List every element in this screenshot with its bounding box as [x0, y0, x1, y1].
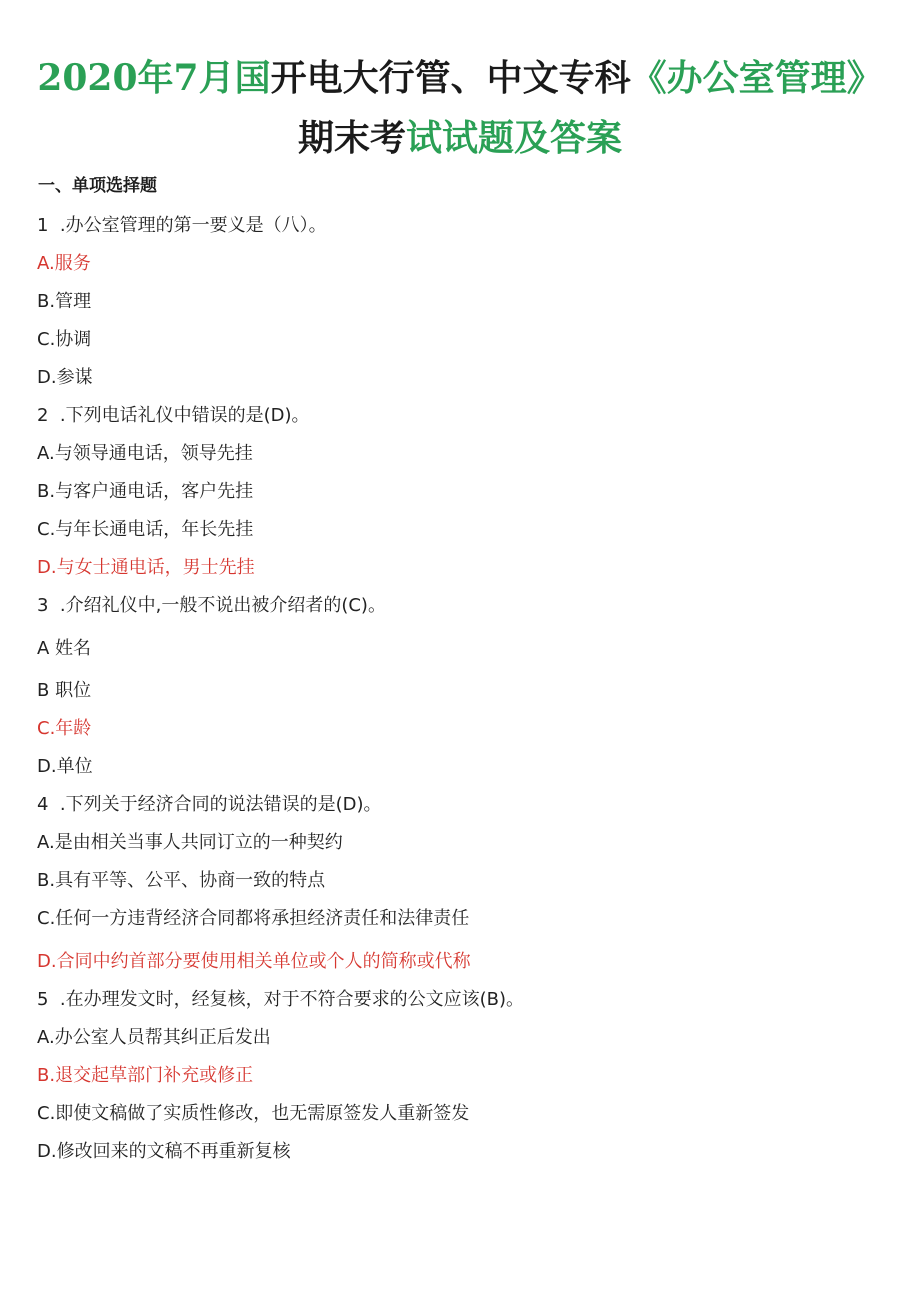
option-line: C.与年长通电话，年长先挂: [37, 519, 254, 540]
answer-option: A.服务: [37, 253, 91, 274]
answer-option: C.年龄: [37, 718, 92, 739]
question-stem: 5 .在办理发文时，经复核，对于不符合要求的公文应该(B)。: [37, 989, 525, 1010]
option-line: D.修改回来的文稿不再重新复核: [37, 1141, 291, 1162]
title-segment: 月国: [198, 58, 271, 99]
option-line: C.协调: [37, 329, 92, 350]
question-stem: 1 .办公室管理的第一要义是（八）。: [37, 215, 327, 236]
option-line: D.参谋: [37, 367, 93, 388]
title-segment: 年: [137, 58, 174, 99]
option-line: C.任何一方违背经济合同都将承担经济责任和法律责任: [37, 908, 470, 929]
option-line: B.与客户通电话，客户先挂: [37, 481, 254, 502]
document-title-line-1: [0, 56, 920, 101]
title-segment: 2020: [37, 57, 138, 99]
option-line: A.与领导通电话，领导先挂: [37, 443, 253, 464]
option-line: B.具有平等、公平、协商一致的特点: [37, 870, 326, 891]
title-segment: 7: [173, 57, 199, 99]
question-stem: 2 .下列电话礼仪中错误的是(D)。: [37, 405, 310, 426]
title-segment: 开电大行管、中文专科: [270, 58, 631, 99]
question-stem: 4 .下列关于经济合同的说法错误的是(D)。: [37, 794, 382, 815]
title-segment: 期末考: [297, 118, 406, 159]
option-line: C.即使文稿做了实质性修改，也无需原签发人重新签发: [37, 1103, 470, 1124]
title-segment: 试试题及答案: [406, 118, 623, 159]
section-heading: 一、单项选择题: [38, 176, 157, 196]
document-title-line-2: [0, 117, 920, 161]
title-segment: 《办公室管理》: [630, 58, 883, 99]
option-line: B.管理: [37, 291, 92, 312]
answer-option: D.与女士通电话，男士先挂: [37, 557, 255, 578]
option-line: A.办公室人员帮其纠正后发出: [37, 1027, 271, 1048]
option-line: B 职位: [37, 680, 92, 701]
option-line: A.是由相关当事人共同订立的一种契约: [37, 832, 343, 853]
answer-option: B.退交起草部门补充或修正: [37, 1065, 254, 1086]
option-line: A 姓名: [37, 638, 92, 659]
answer-option: D.合同中约首部分要使用相关单位或个人的简称或代称: [37, 951, 471, 972]
option-line: D.单位: [37, 756, 93, 777]
question-stem: 3 .介绍礼仪中,一般不说出被介绍者的(C)。: [37, 595, 386, 616]
